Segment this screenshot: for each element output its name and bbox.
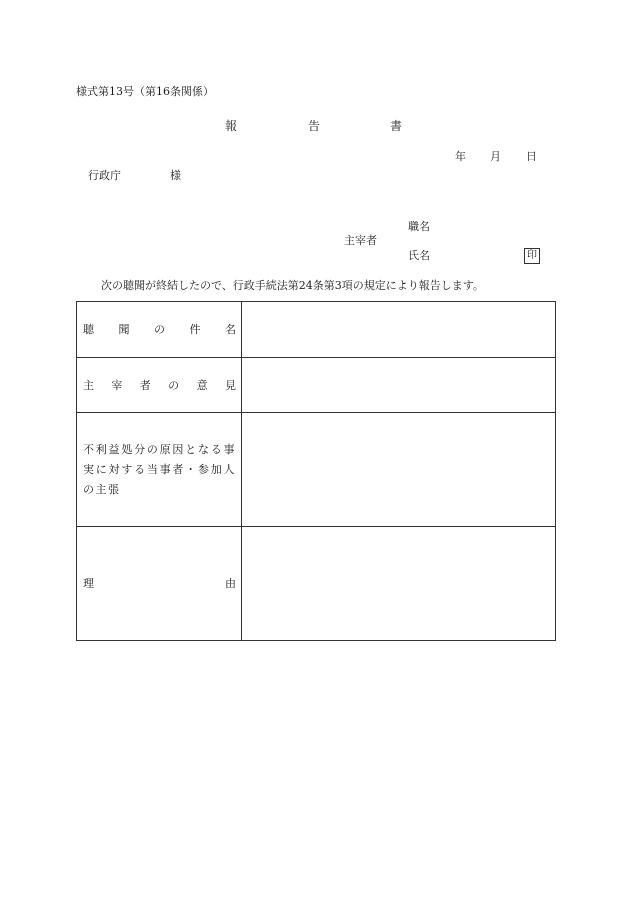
label-char: 由 bbox=[225, 577, 236, 590]
seal-mark: 印 bbox=[524, 248, 540, 264]
presider-label: 主宰者 bbox=[344, 234, 377, 247]
label-char: 者 bbox=[139, 378, 151, 392]
table-row bbox=[77, 302, 556, 358]
presider-opinion-field[interactable] bbox=[242, 358, 556, 413]
label-char: 名 bbox=[225, 323, 236, 336]
date-day: 日 bbox=[526, 150, 537, 163]
title-char-3: 書 bbox=[390, 119, 403, 133]
form-number: 様式第13号（第16条関係） bbox=[76, 85, 214, 98]
label-char: 聞 bbox=[118, 323, 130, 336]
date-year: 年 bbox=[455, 150, 466, 163]
party-claims-label bbox=[77, 413, 242, 527]
reason-label bbox=[77, 527, 242, 641]
title-char-1: 報 bbox=[225, 119, 238, 133]
label-char: 聴 bbox=[83, 323, 94, 336]
presider-opinion-label bbox=[77, 358, 242, 413]
table-row bbox=[77, 527, 556, 641]
party-claims-text: 不利益処分の原因となる事実に対する当事者・参加人の主張 bbox=[83, 443, 236, 496]
label-char: 意 bbox=[196, 378, 208, 392]
label-char: 宰 bbox=[111, 378, 123, 392]
label-char: の bbox=[168, 378, 180, 392]
hearing-title-label bbox=[77, 302, 242, 358]
table-row bbox=[77, 413, 556, 527]
date-month: 月 bbox=[490, 150, 501, 163]
addressee-honorific: 様 bbox=[170, 169, 181, 182]
label-char: 主 bbox=[83, 378, 94, 392]
party-claims-field[interactable] bbox=[242, 413, 556, 527]
hearing-title-field[interactable] bbox=[242, 302, 556, 358]
label-char: 見 bbox=[224, 378, 236, 392]
report-table bbox=[76, 301, 556, 641]
report-statement: 次の聴聞が終結したので、行政手続法第24条第3項の規定により報告します。 bbox=[101, 279, 484, 292]
label-char: の bbox=[154, 323, 165, 336]
table-row bbox=[77, 358, 556, 413]
presider-position-label: 職名 bbox=[408, 220, 430, 233]
addressee-office: 行政庁 bbox=[88, 169, 121, 182]
reason-field[interactable] bbox=[242, 527, 556, 641]
title-char-2: 告 bbox=[308, 119, 321, 133]
presider-name-label: 氏名 bbox=[408, 249, 430, 262]
label-char: 理 bbox=[83, 577, 94, 590]
label-char: 件 bbox=[189, 323, 201, 336]
